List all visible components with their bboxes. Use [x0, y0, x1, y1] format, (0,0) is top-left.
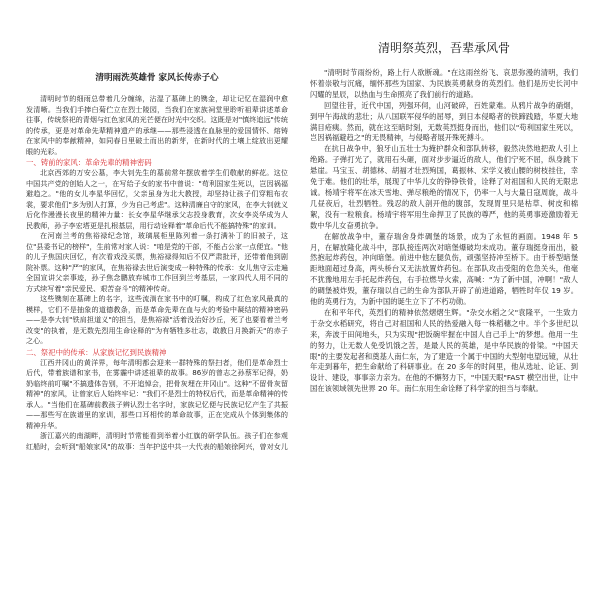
left-paragraph: 清明时节的细雨总带着几分缠绵，沾湿了墓碑上的镌金，却让记忆在湿润中愈发清晰。当我们手捧白菊伫立在烈士陵园，当我们在家族祠堂里聆听祖辈讲述革命往事，传统祭祀的青烟与红色家风的光芒便在时光中交织。这既是对"慎终追远"传统的传承，更是对革命先辈精神遗产的承继——那些浸透在血脉里的爱国情怀、熔铸在家风中的奉献精神，如同春日里破土而出的新芽，在新时代的土壤上绽放出更耀眼的光彩。 — [26, 94, 288, 156]
left-paragraph: 这些镌刻在墓碑上的名字，这些流淌在家书中的叮嘱，构成了红色家风最真的模样，它们不是抽象的道德教条，而是革命先辈在血与火的考验中凝结的精神密码——是李大钊"铁肩担道义"的担当，是焦裕禄"活着没治好沙丘，死了也要看着兰考改变"的执着，是无数先烈用生命诠释的"为有牺牲多壮志，敢教日月换新天"的赤子之心。 — [26, 294, 288, 345]
right-paragraph: 回望往昔，近代中国，列强环伺，山河破碎，百姓蒙难。从鸦片战争的硝烟，到甲午海战的悲壮；从八国联军侵华的屈辱，到日本侵略者的铁蹄践踏，华夏大地满目疮痍。然而，就在这至暗时刻，无数英烈挺身而出，他们以"苟利国家生死以，岂因祸福避趋之"的无畏精神，与侵略者展开殊死搏斗。 — [310, 100, 578, 143]
left-paragraph: 浙江嘉兴的南湖畔，清明时节常能看到举着小红旗的研学队伍。孩子们在参观红船时，会听到"船娘家风"的故事：当年护送中共一大代表的船娘徐阿兴，曾对女儿 — [26, 431, 288, 451]
left-article-title: 清明雨洗英雄骨 家风长传赤子心 — [95, 73, 219, 83]
left-section-heading-2: 二、祭祀中的传承：从家族记忆到民族精神 — [26, 347, 167, 357]
left-paragraph: 北京西郊的万安公墓，李大钊先生的墓前常年摆放着学生们敬献的鲜花。这位中国共产党的创始人之一，在写给子女的家书中曾说："苟利国家生死以，岂因祸福避趋之。"他的女儿李星华回忆，父亲虽身为北大教授，却坚持让孩子们穿粗布衣裳，要求他们"多为别人打算，少为自己考虑"。这种清廉自守的家风，在李大钊就义后化作漫漫长夜里的精神力量：长女李星华继承父志投身教育，次女李炎华成为人民教师，孙子李宏塔更是扎根基层，用行动诠释着"革命后代不能搞特殊"的家训。 — [26, 168, 288, 230]
left-paragraph: 江西井冈山的黄洋界，每年清明都会迎来一群特殊的祭扫者，他们是革命烈士后代，带着族谱和家书，在雾霾中讲述祖辈的故事。86岁的曾志之孙蔡军记得，奶奶临终前叮嘱"不搞遗体告别，不开追悼会，把骨灰埋在井冈山"。这种"不留骨灰留精神"的家风，让曾家后人始终牢记："我们不是烈士的特权后代，而是革命精神的传承人。"当他们在墓碑前教孩子辨认烈士名字时，家族记忆便与民族记忆产生了共振——那些写在族谱里的家训，那些口耳相传的革命故事，正在完成从个体到集体的精神升华。 — [26, 357, 288, 430]
right-article — [310, 40, 578, 596]
right-paragraph: "清明时节雨纷纷，路上行人欲断魂。"在这雨丝纷飞、哀思弥漫的清明，我们怀着崇敬与沉痛，缅怀那些为国家、为民族英勇献身的英烈们。他们是历史长河中闪耀的星辰，以热血与生命照亮了我们前行的道路。 — [310, 68, 578, 99]
left-paragraph: 在河南兰考的焦裕禄纪念馆，玻璃展柜里陈列着一条打满补丁的旧被子，这位"县委书记的榜样"，生前常对家人说："咱是党的干部，不能占公家一点便宜。"他的儿子焦国庆回忆，有次看戏没买票，焦裕禄得知后不仅严肃批评，还带着他到剧院补票。这种"严"的家风，在焦裕禄去世后演变成一种特殊的传承：女儿焦守云走遍全国宣讲父亲事迹，孙子焦念鹏放弃城市工作回到兰考基层，一家四代人用不同的方式续写着"亲民爱民、艰苦奋斗"的精神传奇。 — [26, 231, 288, 293]
right-article-title: 清明祭英烈，吾辈承风骨 — [377, 41, 510, 55]
right-paragraph: 在解放战争中，董存瑞舍身炸碉堡的场景，成为了永恒的画面。1948 年 5 月，在解放隆化战斗中，部队接连两次对暗堡爆破均未成功。董存瑞挺身而出，毅然抱起炸药包，冲向暗堡。前进中他左腿负伤，顽强坚持冲至桥下。由于桥型暗堡距地面超过身高，两头桥台又无法放置炸药包。在部队攻击受阻的危急关头，他毫不犹豫地用左手托起炸药包，右手拉燃导火索，高喊："为了新中国，冲啊！"敌人的碉堡被炸毁，董存瑞以自己的生命为部队开辟了前进道路，牺牲时年仅 19 岁。他的英勇行为，为新中国的诞生立下了不朽功勋。 — [310, 231, 578, 307]
right-paragraph: 在抗日战争中，狼牙山五壮士为掩护群众和部队转移，毅然决然地把敌人引上绝路。子弹打光了，就用石头砸，面对步步逼近的敌人，他们宁死不屈，纵身跳下悬崖。马宝玉、胡德林、胡福才壮烈殉国，葛振林、宋学义被山腰的树枝挂住，幸免于难。他们的壮举，展现了中华儿女的铮铮铁骨，诠释了对祖国和人民的无限忠诚。杨靖宇将军在冰天雪地、弹尽粮绝的情况下，仍率一人与大量日寇周旋，战斗几昼夜后，壮烈牺牲。残忍的敌人剖开他的腹部，发现胃里只是枯草、树皮和棉絮，没有一粒粮食。杨靖宇将军用生命捍卫了民族的尊严，他的英勇事迹激励着无数中华儿女奋勇抗争。 — [310, 144, 578, 230]
left-article — [26, 70, 288, 596]
left-section-heading-1: 一、铸前的家风：革命先辈的精神密码 — [26, 158, 152, 167]
right-paragraph: 在和平年代，英烈们的精神依然熠熠生辉。"杂交水稻之父"袁隆平，一生致力于杂交水稻研究，将自己对祖国和人民的热爱融入每一株稻穗之中。半个多世纪以来，奔波于田间地头，只为实现"把饭碗牢握在中国人自己手上"的梦想。他用一生的努力，让无数人免受饥饿之苦，是最人民的英雄，是中华民族的骨梁。"中国天眼"的主要发起者和奠基人南仁东，为了建造一个属于中国的大型射电望远镜，从壮年走到暮年，把生命献给了科研事业。在 20 多年的时间里，他从选址、论证、到设计、建设，事事亲力亲为。在他的不懈努力下，"中国天眼"FAST 横空出世，让中国在该领域领先世界 20 年。南仁东用生命诠释了科学家的担当与奉献。 — [310, 307, 578, 394]
